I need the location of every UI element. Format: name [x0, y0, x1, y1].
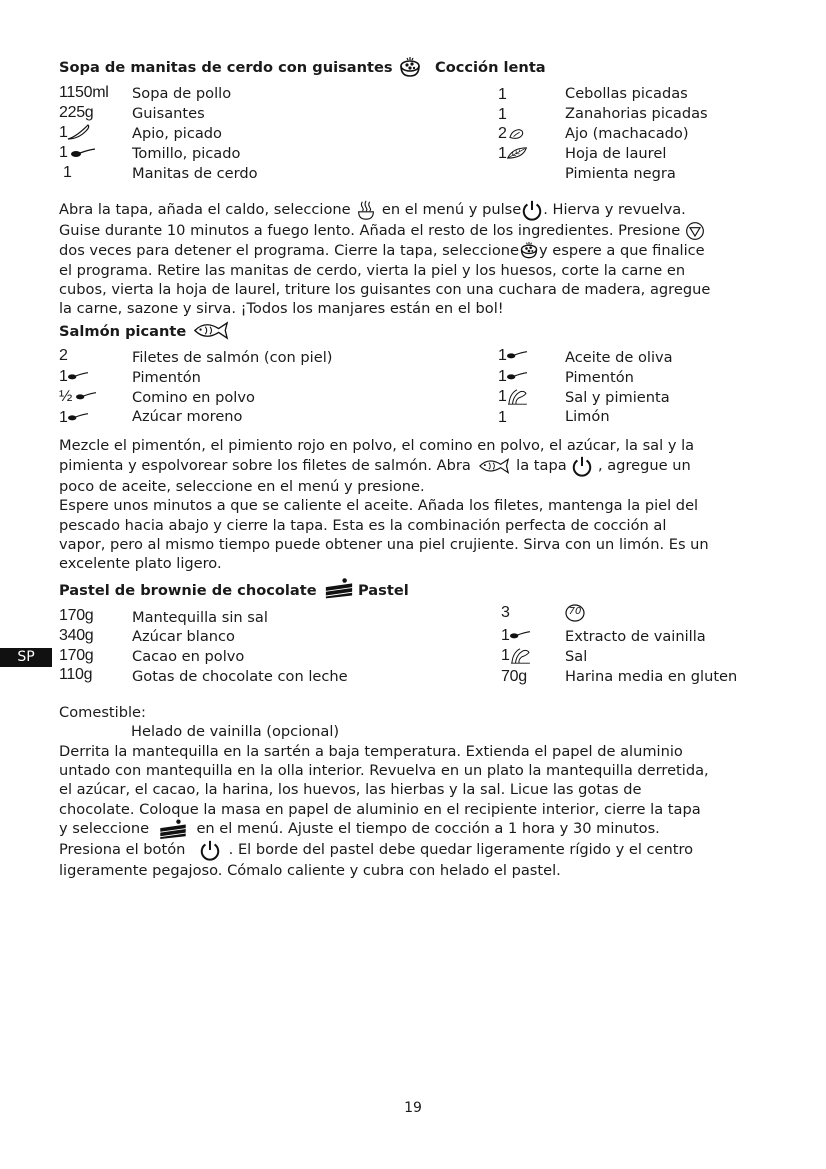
ingredient-name: Cacao en polvo — [132, 648, 245, 665]
teaspoon-icon — [509, 630, 531, 640]
recipe-instructions — [59, 199, 769, 319]
instruction-text: y espere a que finalice — [539, 242, 705, 259]
tablespoon-icon — [68, 147, 98, 159]
steam-icon — [355, 199, 377, 221]
ingredient-name: Manitas de cerdo — [132, 165, 258, 182]
language-tab: SP — [0, 648, 52, 667]
instruction-text: y seleccione — [59, 819, 150, 837]
instruction-text: . Hierva y revuelva. — [543, 201, 686, 218]
instruction-text: poco de aceite, seleccione en el menú y presione. — [59, 478, 425, 496]
program-name-slow-cook: Cocción lenta — [435, 59, 546, 76]
fish-icon — [192, 319, 230, 342]
egg-size-label: 70 — [568, 606, 582, 617]
instruction-text: en el menú y pulse — [381, 201, 522, 218]
bay-leaf-icon — [506, 146, 528, 160]
ingredient-name: Gotas de chocolate con leche — [132, 668, 348, 685]
instruction-text: Mezcle el pimentón, el pimiento rojo en polvo, el comino en polvo, el azúcar, la sal y la — [59, 437, 695, 454]
pinch-icon — [506, 388, 528, 406]
ingredient-name: Filetes de salmón (con piel) — [132, 349, 333, 366]
ingredient-qty: 1 — [498, 106, 507, 123]
teaspoon-icon — [506, 371, 528, 381]
cake-icon — [158, 819, 188, 839]
cake-icon — [324, 577, 354, 599]
instruction-text: el programa. Retire las manitas de cerdo, vierta la piel y los huesos, corte la carne en — [59, 262, 686, 279]
instruction-text: . El borde del pastel debe quedar ligeramente rígido y el centro — [228, 840, 694, 858]
ingredient-qty: 3 — [501, 604, 510, 621]
ingredient-name: Pimentón — [565, 369, 634, 386]
ingredient-qty: 225g — [59, 104, 94, 121]
ingredient-name: Mantequilla sin sal — [132, 609, 268, 626]
instruction-text: ligeramente pegajoso. Cómalo caliente y cubra con helado el pastel. — [59, 861, 561, 879]
ingredient-qty: 1150ml — [59, 84, 109, 101]
ingredient-qty: 1 — [498, 347, 507, 364]
fish-icon — [476, 456, 512, 476]
ingredient-name: Azúcar moreno — [132, 408, 243, 425]
ingredient-name: Zanahorias picadas — [565, 105, 708, 122]
instruction-text: Abra la tapa, añada el caldo, seleccione — [59, 201, 351, 218]
instruction-text: Guise durante 10 minutos a fuego lento. Añada el resto de los ingredientes. Presione — [59, 222, 681, 239]
recipe-instructions — [59, 436, 769, 573]
ingredient-qty: ½ — [59, 388, 73, 405]
ingredient-name: Ajo (machacado) — [565, 125, 689, 142]
ingredient-name: Pimentón — [132, 369, 201, 386]
instruction-text: untado con mantequilla en la olla interior. Revuelva en un plato la mantequilla derretida, — [59, 762, 709, 780]
instruction-text: chocolate. Coloque la masa en papel de aluminio en el recipiente interior, cierre la tapa — [59, 800, 701, 818]
ingredient-name: Aceite de oliva — [565, 349, 673, 366]
instruction-text: , agregue un — [597, 457, 691, 475]
recipe-instructions — [59, 742, 769, 880]
ingredient-name: Azúcar blanco — [132, 628, 235, 645]
instruction-text: Presiona el botón — [59, 840, 186, 858]
ingredient-qty: 170g — [59, 647, 94, 664]
ingredient-qty: 1 — [498, 368, 507, 385]
power-icon — [571, 455, 593, 477]
recipe-title-spicy-salmon: Salmón picante — [59, 323, 187, 340]
instruction-text: en el menú. Ajuste el tiempo de cocción a 1 hora y 30 minutos. — [196, 819, 660, 837]
ingredient-qty: 1 — [501, 647, 510, 664]
teaspoon-icon — [75, 391, 97, 401]
ingredient-qty: 110g — [59, 666, 93, 683]
power-icon — [521, 199, 543, 221]
instruction-text: Derrita la mantequilla en la sartén a baja temperatura. Extienda el papel de aluminio — [59, 743, 683, 760]
instruction-text: pescado hacia abajo y cierre la tapa. Esta es la combinación perfecta de cocción al — [59, 516, 667, 534]
ingredient-name: Tomillo, picado — [132, 145, 241, 162]
page-number: 19 — [404, 1100, 422, 1116]
instruction-text: la tapa — [516, 457, 567, 475]
ingredient-qty: 1 — [59, 368, 68, 385]
teaspoon-icon — [67, 371, 89, 381]
pinch-icon — [509, 647, 531, 665]
ingredient-name: Limón — [565, 408, 610, 425]
ingredient-name: Extracto de vainilla — [565, 628, 706, 645]
recipe-title-pork-soup: Sopa de manitas de cerdo con guisantes — [59, 59, 393, 76]
ingredient-name: Cebollas picadas — [565, 85, 688, 102]
ingredient-name: Sal — [565, 648, 588, 665]
egg-70-icon — [565, 604, 585, 622]
instruction-text: vapor, pero al mismo tiempo puede obtener una piel crujiente. Sirva con un limón. Es un — [59, 535, 709, 553]
slow-cook-pot-icon — [398, 56, 422, 80]
ingredient-qty: 1 — [498, 388, 507, 405]
program-name-cake: Pastel — [358, 582, 409, 599]
instruction-text: dos veces para detener el programa. Cierre la tapa, seleccione — [59, 242, 520, 259]
celery-icon — [66, 123, 92, 141]
ingredient-name: Comino en polvo — [132, 389, 255, 406]
instruction-text: Espere unos minutos a que se caliente el aceite. Añada los filetes, mantenga la piel del — [59, 497, 699, 515]
ingredient-name: Harina media en gluten — [565, 668, 738, 685]
ingredient-qty: 1 — [498, 145, 507, 162]
teaspoon-icon — [67, 412, 89, 422]
edible-label: Comestible: — [59, 704, 146, 721]
optional-item: Helado de vainilla (opcional) — [131, 723, 340, 740]
teaspoon-icon — [506, 350, 528, 360]
ingredient-qty: 1 — [63, 164, 72, 181]
ingredient-name: Guisantes — [132, 105, 205, 122]
instruction-text: excelente plato ligero. — [59, 555, 222, 573]
ingredient-name: Apio, picado — [132, 125, 222, 142]
instruction-text: pimienta y espolvorear sobre los filetes de salmón. Abra — [59, 457, 471, 475]
ingredient-qty: 70g — [501, 668, 527, 685]
ingredient-name: Sal y pimienta — [565, 389, 670, 406]
ingredient-qty: 2 — [498, 125, 507, 142]
ingredient-qty: 1 — [59, 409, 68, 426]
garlic-clove-icon — [508, 127, 526, 141]
ingredient-qty: 1 — [498, 409, 507, 426]
ingredient-name: Pimienta negra — [565, 165, 676, 182]
ingredient-qty: 170g — [59, 607, 94, 624]
ingredient-qty: 1 — [501, 627, 510, 644]
instruction-text: cubos, vierta la hoja de laurel, triture los guisantes con una cuchara de madera, agregue — [59, 281, 711, 299]
instruction-text: el azúcar, el cacao, la harina, los huevos, las hierbas y la sal. Licue las gotas de — [59, 781, 642, 799]
ingredient-qty: 340g — [59, 627, 94, 644]
recipe-title-brownie: Pastel de brownie de chocolate — [59, 582, 317, 599]
power-icon — [198, 839, 222, 861]
ingredient-qty: 1 — [59, 124, 68, 141]
stop-icon — [685, 221, 705, 241]
ingredient-name: Hoja de laurel — [565, 145, 667, 162]
instruction-text: la carne, sazone y sirva. ¡Todos los manjares están en el bol! — [59, 300, 504, 318]
ingredient-qty: 2 — [59, 347, 68, 364]
ingredient-qty: 1 — [498, 86, 507, 103]
ingredient-name: Sopa de pollo — [132, 85, 232, 102]
slow-cook-pot-icon — [519, 241, 539, 261]
ingredient-qty: 1 — [59, 144, 68, 161]
